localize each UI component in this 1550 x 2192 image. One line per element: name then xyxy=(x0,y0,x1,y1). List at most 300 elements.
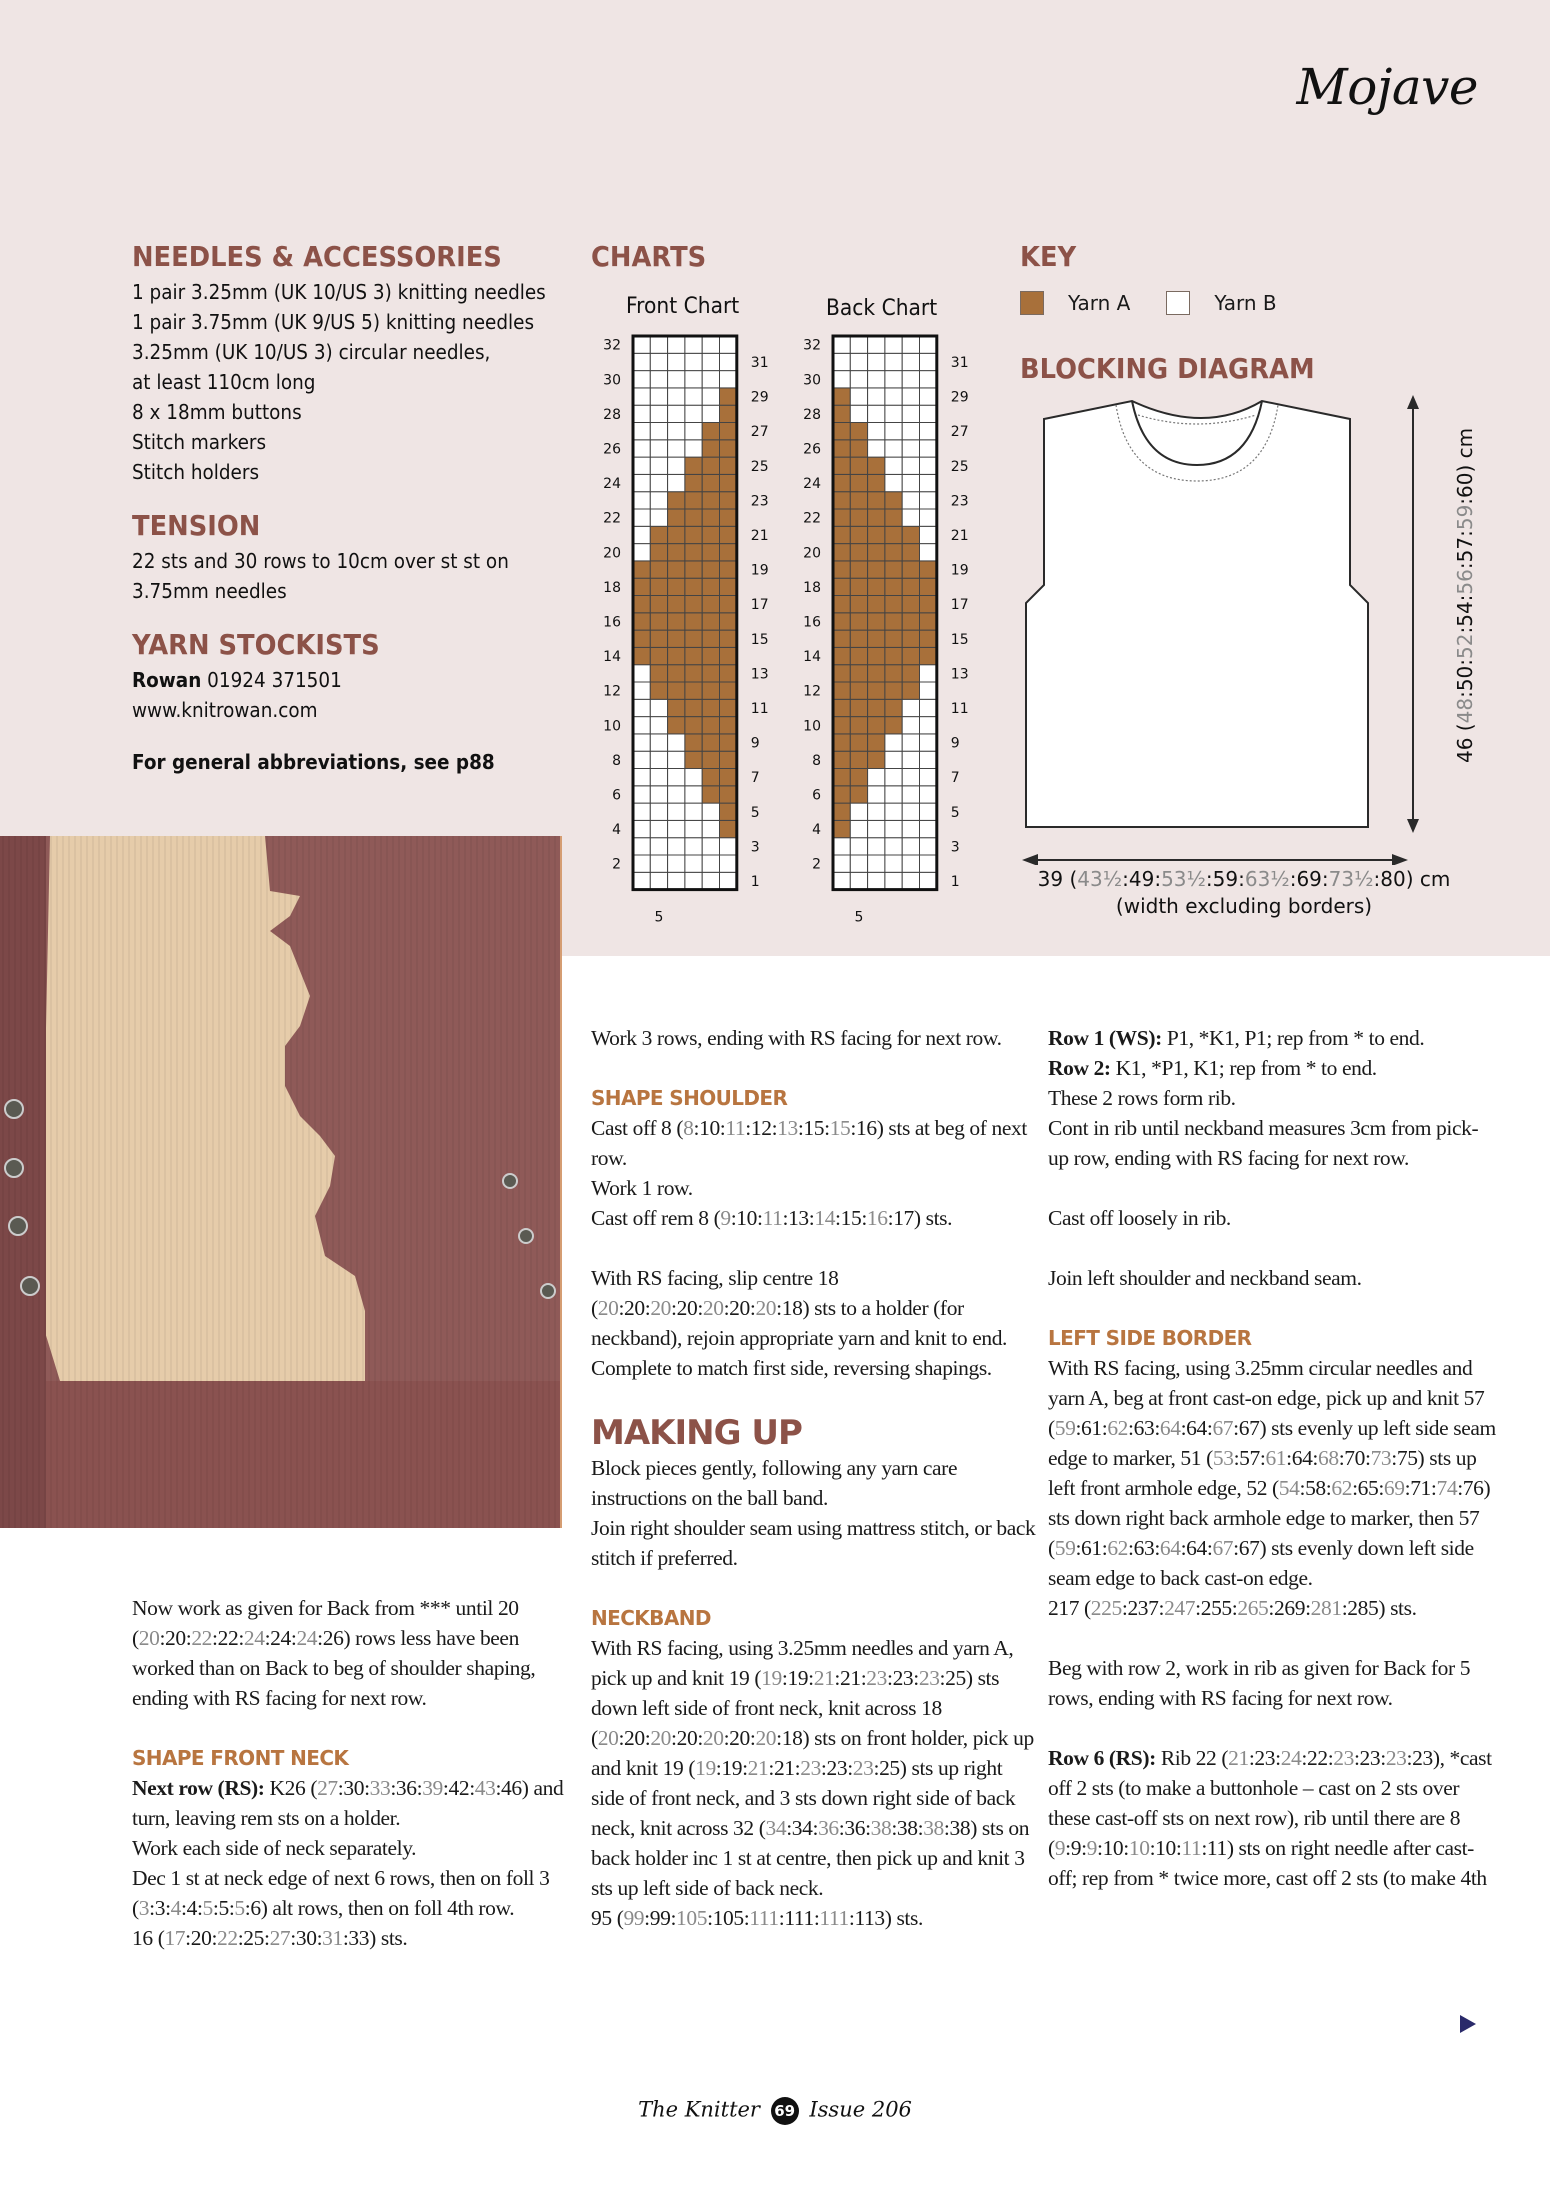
chart-cell-yarn-a xyxy=(685,647,702,664)
size-value: 18 xyxy=(781,1296,803,1320)
size-value: 50 xyxy=(1453,665,1477,692)
chart-cell-yarn-a xyxy=(885,544,902,561)
chart-cell-yarn-b xyxy=(702,855,719,872)
chart-cell-yarn-a xyxy=(833,769,850,786)
chart-cell-yarn-b xyxy=(702,353,719,370)
size-value: 22 xyxy=(191,1626,213,1650)
chart-cell-yarn-b xyxy=(668,474,685,491)
chart-cell-yarn-a xyxy=(685,526,702,543)
chart-cell-yarn-a xyxy=(650,630,667,647)
chart-cell-yarn-a xyxy=(720,388,737,405)
chart-cell-yarn-b xyxy=(833,872,850,889)
chart-cell-yarn-a xyxy=(850,474,867,491)
chart-cell-yarn-a xyxy=(885,561,902,578)
size-value: 18 xyxy=(781,1726,803,1750)
arrow-head-down xyxy=(1407,819,1419,833)
tension-line: 22 sts and 30 rows to 10cm over st st on xyxy=(132,549,509,573)
chart-cell-yarn-a xyxy=(702,440,719,457)
chart-cell-yarn-b xyxy=(650,371,667,388)
size-value: 11 xyxy=(725,1116,746,1140)
size-value: 24 xyxy=(270,1626,291,1650)
chart-cell-yarn-b xyxy=(650,423,667,440)
chart-cell-yarn-a xyxy=(833,647,850,664)
instruction-paragraph: With RS facing, slip centre 18 (20:20:20:20:20:20:20:18) sts to a holder (for neckband), rejoin appropriate yarn and knit to end. Complete to match first side, reversing shapings. xyxy=(591,1266,1008,1380)
chart-cell-yarn-a xyxy=(668,492,685,509)
button-icon xyxy=(5,1100,23,1118)
chart-cell-yarn-a xyxy=(868,578,885,595)
chart-cell-yarn-a xyxy=(850,613,867,630)
row-label: 10 xyxy=(603,718,621,735)
chart-cell-yarn-a xyxy=(668,596,685,613)
arrow-head-up xyxy=(1407,395,1419,409)
stitch-label: 5 xyxy=(854,909,864,926)
chart-cell-yarn-b xyxy=(920,544,937,561)
chart-cell-yarn-b xyxy=(633,353,650,370)
instruction-paragraph: Cast off 8 (8:10:11:12:13:15:15:16) sts at beg of next row. Work 1 row. Cast off rem 8 (9:10:11:13:14:15:16:17) sts. xyxy=(591,1116,1027,1230)
needles-section xyxy=(132,240,572,487)
size-value: 20 xyxy=(138,1626,160,1650)
row-label: 22 xyxy=(803,510,821,527)
chart-cell-yarn-a xyxy=(720,405,737,422)
size-value: 105 xyxy=(676,1906,708,1930)
chart-cell-yarn-a xyxy=(702,578,719,595)
chart-cell-yarn-a xyxy=(720,682,737,699)
chart-cell-yarn-b xyxy=(685,872,702,889)
chart-cell-yarn-a xyxy=(868,457,885,474)
arrow-head-left xyxy=(1022,854,1038,865)
size-value: 8 xyxy=(683,1116,694,1140)
chart-cell-yarn-b xyxy=(668,803,685,820)
chart-cell-yarn-b xyxy=(685,440,702,457)
row-label: 7 xyxy=(950,770,960,787)
size-value: 59 xyxy=(1212,867,1239,891)
size-value: 225 xyxy=(1090,1596,1122,1620)
size-value: 59 xyxy=(1054,1416,1076,1440)
row-label: 14 xyxy=(803,649,821,666)
size-value: 3 xyxy=(138,1896,150,1920)
chart-cell-yarn-a xyxy=(685,578,702,595)
chart-cell-yarn-a xyxy=(885,630,902,647)
chart-cell-yarn-a xyxy=(685,544,702,561)
chart-cell-yarn-b xyxy=(920,872,937,889)
chart-cell-yarn-b xyxy=(850,803,867,820)
size-value: 10 xyxy=(699,1116,720,1140)
instruction-paragraph: Next row (RS): K26 (27:30:33:36:39:42:43:46) and turn, leaving rem sts on a holder. Work each side of neck separately. Dec 1 st at neck edge of next 6 rows, then on foll 3 (3:3:4:4:5:5:5:6) alt rows, then on foll 4th row. 16 (17:20:22:25:27:30:31:33) sts. xyxy=(132,1776,564,1950)
chart-cell-yarn-b xyxy=(885,751,902,768)
chart-cell-yarn-b xyxy=(902,872,919,889)
chart-cell-yarn-a xyxy=(720,647,737,664)
chart-cell-yarn-b xyxy=(885,786,902,803)
row-label: 6 xyxy=(812,787,821,804)
size-value: 75 xyxy=(1396,1446,1418,1470)
size-value: 11 xyxy=(1181,1836,1202,1860)
chart-cell-yarn-b xyxy=(920,371,937,388)
chart-cell-yarn-a xyxy=(668,509,685,526)
chart-cell-yarn-b xyxy=(920,474,937,491)
chart-cell-yarn-b xyxy=(685,769,702,786)
size-value: 15 xyxy=(829,1116,851,1140)
chart-cell-yarn-b xyxy=(920,388,937,405)
chart-cell-yarn-b xyxy=(833,838,850,855)
chart-cell-yarn-a xyxy=(633,578,650,595)
chart-cell-yarn-b xyxy=(902,769,919,786)
chart-cell-yarn-b xyxy=(633,734,650,751)
chart-cell-yarn-b xyxy=(685,353,702,370)
chart-cell-yarn-b xyxy=(902,457,919,474)
size-value: 23 xyxy=(826,1756,848,1780)
size-value: 15 xyxy=(803,1116,825,1140)
chart-cell-yarn-b xyxy=(650,855,667,872)
chart-cell-yarn-b xyxy=(902,786,919,803)
size-value: 285 xyxy=(1347,1596,1379,1620)
chart-cell-yarn-a xyxy=(702,699,719,716)
size-value: 255 xyxy=(1200,1596,1232,1620)
chart-cell-yarn-b xyxy=(668,353,685,370)
chart-cell-yarn-b xyxy=(920,820,937,837)
chart-cell-yarn-a xyxy=(902,526,919,543)
chart-cell-yarn-b xyxy=(650,786,667,803)
size-value: 20 xyxy=(624,1726,645,1750)
size-value: 20 xyxy=(650,1296,672,1320)
button-icon xyxy=(541,1284,555,1298)
chart-cell-yarn-b xyxy=(633,544,650,561)
row-label: 2 xyxy=(612,856,621,873)
chart-cell-yarn-a xyxy=(885,578,902,595)
row-label: 32 xyxy=(603,337,621,354)
chart-cell-yarn-a xyxy=(720,769,737,786)
row-label: 26 xyxy=(603,441,621,458)
chart-cell-yarn-a xyxy=(702,647,719,664)
chart-cell-yarn-b xyxy=(702,388,719,405)
chart-cell-yarn-b xyxy=(650,457,667,474)
chart-cell-yarn-b xyxy=(920,751,937,768)
chart-cell-yarn-b xyxy=(902,440,919,457)
chart-cell-yarn-b xyxy=(902,336,919,353)
row-label: 23 xyxy=(950,493,969,510)
size-value: 10 xyxy=(1155,1836,1176,1860)
row-label: 17 xyxy=(950,597,969,614)
chart-cell-yarn-b xyxy=(920,717,937,734)
size-value: 15 xyxy=(840,1206,862,1230)
chart-cell-yarn-a xyxy=(668,665,685,682)
chart-cell-yarn-b xyxy=(902,803,919,820)
row-label: 13 xyxy=(750,666,769,683)
chart-cell-yarn-a xyxy=(633,561,650,578)
size-value: 76 xyxy=(1462,1476,1484,1500)
chart-cell-yarn-a xyxy=(833,561,850,578)
row-label: 27 xyxy=(950,424,969,441)
size-value: 20 xyxy=(729,1726,750,1750)
chart-cell-yarn-b xyxy=(668,838,685,855)
size-value: 247 xyxy=(1164,1596,1196,1620)
size-value: 99 xyxy=(623,1906,645,1930)
chart-cell-yarn-b xyxy=(650,405,667,422)
chart-cell-yarn-a xyxy=(702,665,719,682)
row-label: 8 xyxy=(812,752,821,769)
size-value: 24 xyxy=(296,1626,318,1650)
size-value: 63½ xyxy=(1244,867,1290,891)
size-value: 63 xyxy=(1133,1536,1155,1560)
instructions-column-middle xyxy=(591,1023,1036,1963)
chart-cell-yarn-a xyxy=(885,509,902,526)
chart-cell-yarn-a xyxy=(833,596,850,613)
chart-cell-yarn-a xyxy=(668,578,685,595)
chart-cell-yarn-b xyxy=(920,838,937,855)
chart-cell-yarn-a xyxy=(720,613,737,630)
blocking-heading: BLOCKING DIAGRAM xyxy=(1020,352,1315,385)
needles-list xyxy=(132,277,572,487)
chart-cell-yarn-a xyxy=(885,682,902,699)
size-value: 20 xyxy=(755,1726,777,1750)
chart-cell-yarn-b xyxy=(868,820,885,837)
size-value: 38 xyxy=(870,1816,892,1840)
chart-cell-yarn-a xyxy=(720,820,737,837)
chart-cell-yarn-a xyxy=(850,647,867,664)
chart-cell-yarn-b xyxy=(685,336,702,353)
size-value: 25 xyxy=(945,1666,966,1690)
size-value: 20 xyxy=(702,1726,724,1750)
chart-cell-yarn-a xyxy=(650,682,667,699)
chart-cell-yarn-b xyxy=(833,855,850,872)
size-value: 30 xyxy=(343,1776,365,1800)
chart-cell-yarn-a xyxy=(668,699,685,716)
size-value: 25 xyxy=(879,1756,900,1780)
chart-cell-yarn-b xyxy=(850,371,867,388)
size-value: 62 xyxy=(1331,1476,1353,1500)
chart-cell-yarn-a xyxy=(833,699,850,716)
size-value: 9 xyxy=(1070,1836,1082,1860)
chart-cell-yarn-a xyxy=(850,423,867,440)
size-value: 20 xyxy=(624,1296,645,1320)
chart-cell-yarn-a xyxy=(833,457,850,474)
chart-cell-yarn-a xyxy=(885,699,902,716)
chart-cell-yarn-b xyxy=(668,820,685,837)
chart-cell-yarn-b xyxy=(633,336,650,353)
chart-cell-yarn-a xyxy=(902,647,919,664)
chart-cell-yarn-a xyxy=(868,647,885,664)
chart-cell-yarn-b xyxy=(850,405,867,422)
chart-cell-yarn-b xyxy=(668,423,685,440)
size-value: 67 xyxy=(1238,1416,1260,1440)
chart-cell-yarn-a xyxy=(702,751,719,768)
chart-cell-yarn-a xyxy=(902,630,919,647)
chart-cell-yarn-b xyxy=(920,492,937,509)
chart-cell-yarn-b xyxy=(650,492,667,509)
size-value: 64 xyxy=(1291,1446,1313,1470)
chart-cell-yarn-b xyxy=(920,855,937,872)
chart-cell-yarn-a xyxy=(868,544,885,561)
chart-cell-yarn-b xyxy=(902,423,919,440)
chart-cell-yarn-b xyxy=(833,371,850,388)
row-label: 16 xyxy=(803,614,821,631)
size-value: 62 xyxy=(1107,1416,1129,1440)
instruction-paragraph: Block pieces gently, following any yarn care instructions on the ball band. Join right shoulder seam using mattress stitch, or back stitch if preferred. xyxy=(591,1456,1036,1570)
chart-cell-yarn-a xyxy=(833,526,850,543)
size-value: 5 xyxy=(234,1896,245,1920)
chart-cell-yarn-b xyxy=(650,820,667,837)
size-value: 19 xyxy=(721,1756,743,1780)
chart-cell-yarn-b xyxy=(650,734,667,751)
chart-cell-yarn-b xyxy=(902,353,919,370)
row-label: 21 xyxy=(950,527,969,544)
size-value: 4 xyxy=(186,1896,197,1920)
size-value: 30 xyxy=(295,1926,317,1950)
tension-heading: TENSION xyxy=(132,509,261,542)
size-value: 62 xyxy=(1107,1536,1129,1560)
row-label: 1 xyxy=(750,873,760,890)
row-label: 10 xyxy=(803,718,821,735)
size-value: 71 xyxy=(1410,1476,1431,1500)
stockist-url[interactable]: www.knitrowan.com xyxy=(132,698,318,722)
row-label: 19 xyxy=(750,562,769,579)
continue-arrow-icon[interactable] xyxy=(1460,2015,1476,2033)
magazine-name: The Knitter xyxy=(638,2097,760,2122)
chart-cell-yarn-a xyxy=(868,596,885,613)
row-label: 18 xyxy=(603,579,621,596)
chart-cell-yarn-a xyxy=(885,613,902,630)
chart-cell-yarn-b xyxy=(685,371,702,388)
chart-cell-yarn-b xyxy=(902,492,919,509)
row-label: 23 xyxy=(750,493,769,510)
row-label: 27 xyxy=(750,424,769,441)
size-value: 22 xyxy=(217,1926,238,1950)
chart-cell-yarn-a xyxy=(833,630,850,647)
needles-heading: NEEDLES & ACCESSORIES xyxy=(132,240,502,273)
chart-cell-yarn-b xyxy=(633,717,650,734)
chart-cell-yarn-b xyxy=(633,786,650,803)
key-heading: KEY xyxy=(1020,240,1077,273)
chart-cell-yarn-a xyxy=(685,596,702,613)
needles-item: 8 x 18mm buttons xyxy=(132,400,302,424)
yarn-b-swatch xyxy=(1166,291,1190,315)
chart-cell-yarn-a xyxy=(720,561,737,578)
stockist-phone: 01924 371501 xyxy=(207,668,342,692)
chart-cell-yarn-a xyxy=(850,630,867,647)
chart-cell-yarn-a xyxy=(833,717,850,734)
width-note: (width excluding borders) xyxy=(1115,894,1373,918)
instruction-paragraph: Now work as given for Back from *** until 20 (20:20:22:22:24:24:24:26) rows less have been worked than on Back to beg of shoulder shaping, ending with RS facing for next row. xyxy=(132,1596,536,1710)
chart-cell-yarn-b xyxy=(902,820,919,837)
chart-cell-yarn-a xyxy=(650,578,667,595)
size-value: 24 xyxy=(1280,1746,1302,1770)
chart-cell-yarn-a xyxy=(720,474,737,491)
chart-cell-yarn-b xyxy=(668,855,685,872)
chart-cell-yarn-a xyxy=(720,492,737,509)
row-label: 1 xyxy=(950,873,960,890)
chart-cell-yarn-b xyxy=(850,820,867,837)
chart-cell-yarn-a xyxy=(850,665,867,682)
yarn-b-label: Yarn B xyxy=(1214,291,1277,315)
size-value: 73 xyxy=(1370,1446,1392,1470)
chart-cell-yarn-a xyxy=(720,596,737,613)
chart-cell-yarn-b xyxy=(868,388,885,405)
row-label: 29 xyxy=(750,389,769,406)
chart-cell-yarn-a xyxy=(720,803,737,820)
back-chart xyxy=(786,330,986,930)
size-value: 21 xyxy=(840,1666,861,1690)
chart-cell-yarn-b xyxy=(668,336,685,353)
row-label: 12 xyxy=(603,683,621,700)
chart-cell-yarn-a xyxy=(685,509,702,526)
size-value: 11 xyxy=(762,1206,783,1230)
chart-cell-yarn-a xyxy=(833,803,850,820)
chart-cell-yarn-a xyxy=(833,751,850,768)
size-value: 61 xyxy=(1265,1446,1287,1470)
chart-cell-yarn-b xyxy=(685,838,702,855)
row-label: Next row (RS): xyxy=(132,1776,265,1800)
size-value: 5 xyxy=(218,1896,229,1920)
chart-cell-yarn-a xyxy=(685,734,702,751)
chart-cell-yarn-a xyxy=(720,457,737,474)
chart-cell-yarn-b xyxy=(633,820,650,837)
chart-cell-yarn-b xyxy=(920,786,937,803)
charts-heading: CHARTS xyxy=(591,240,707,273)
size-value: 21 xyxy=(747,1756,769,1780)
size-value: 59 xyxy=(1453,504,1477,531)
size-value: 23 xyxy=(866,1666,887,1690)
chart-cell-yarn-b xyxy=(650,769,667,786)
size-value: 27 xyxy=(269,1926,291,1950)
size-value: 17 xyxy=(893,1206,914,1230)
chart-cell-yarn-b xyxy=(650,336,667,353)
size-value: 31 xyxy=(322,1926,343,1950)
size-value: 69 xyxy=(1383,1476,1405,1500)
size-value: 73½ xyxy=(1328,867,1374,891)
size-value: 64 xyxy=(1159,1416,1181,1440)
chart-cell-yarn-a xyxy=(685,699,702,716)
chart-cell-yarn-a xyxy=(685,474,702,491)
chart-cell-yarn-b xyxy=(650,699,667,716)
size-value: 36 xyxy=(844,1816,866,1840)
chart-cell-yarn-a xyxy=(902,578,919,595)
size-value: 27 xyxy=(317,1776,338,1800)
chart-cell-yarn-b xyxy=(685,786,702,803)
button-icon xyxy=(21,1277,39,1295)
chart-cell-yarn-b xyxy=(885,820,902,837)
row-label: 32 xyxy=(803,337,821,354)
chart-cell-yarn-a xyxy=(702,630,719,647)
row-label: 7 xyxy=(750,770,760,787)
chart-cell-yarn-a xyxy=(650,665,667,682)
size-value: 80 xyxy=(1380,867,1406,891)
chart-cell-yarn-b xyxy=(885,388,902,405)
chart-cell-yarn-b xyxy=(633,405,650,422)
chart-cell-yarn-b xyxy=(668,769,685,786)
size-value: 23 xyxy=(918,1666,940,1690)
size-value: 42 xyxy=(448,1776,470,1800)
chart-cell-yarn-b xyxy=(868,405,885,422)
chart-cell-yarn-b xyxy=(868,440,885,457)
chart-cell-yarn-b xyxy=(920,769,937,786)
size-value: 23 xyxy=(1385,1746,1407,1770)
size-value: 111 xyxy=(749,1906,779,1930)
chart-cell-yarn-a xyxy=(833,820,850,837)
size-value: 43 xyxy=(474,1776,496,1800)
chart-cell-yarn-b xyxy=(868,838,885,855)
instruction-paragraph: Row 1 (WS): P1, *K1, P1; rep from * to end. Row 2: K1, *P1, K1; rep from * to end. These 2 rows form rib. Cont in rib until neckband measures 3cm from pick-up row, ending with RS facing for next row. xyxy=(1048,1026,1479,1170)
chart-cell-yarn-a xyxy=(850,717,867,734)
size-value: 23 xyxy=(1333,1746,1354,1770)
stitch-label: 5 xyxy=(654,909,664,926)
row-label: 25 xyxy=(750,458,769,475)
chart-cell-yarn-b xyxy=(685,388,702,405)
size-value: 16 xyxy=(855,1116,877,1140)
chart-cell-yarn-a xyxy=(885,526,902,543)
chart-cell-yarn-a xyxy=(720,734,737,751)
chart-cell-yarn-a xyxy=(702,561,719,578)
button-icon xyxy=(9,1217,27,1235)
chart-cell-yarn-a xyxy=(702,544,719,561)
